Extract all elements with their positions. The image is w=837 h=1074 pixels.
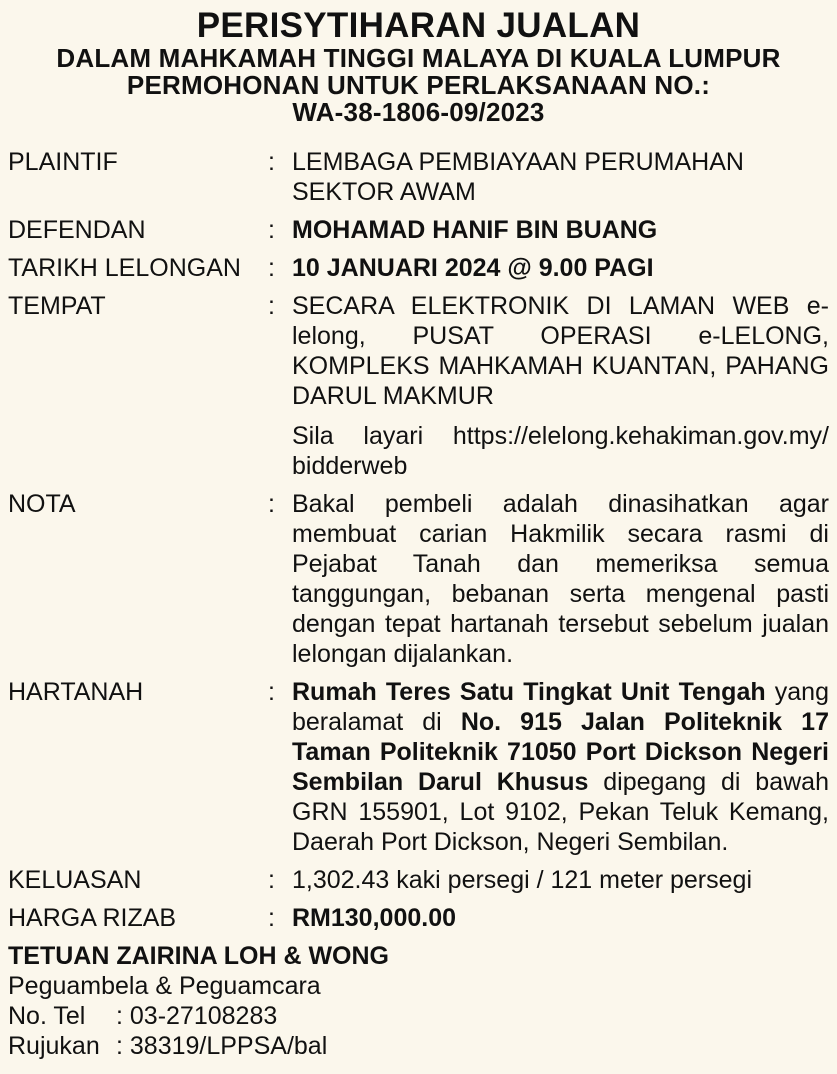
notice-header [8, 8, 829, 127]
keluasan-label: KELUASAN [8, 865, 142, 894]
row-hartanah [8, 677, 829, 857]
row-keluasan [8, 865, 829, 895]
row-defendan [8, 215, 829, 245]
tempat-value-block [292, 291, 829, 481]
colon: : [268, 215, 275, 244]
case-number: WA-38-1806-09/2023 [292, 97, 545, 128]
property-address: No. 915 Jalan Politeknik 17 Taman Politeknik 71050 Port Dickson Negeri Sembilan Darul Khusus [292, 707, 829, 796]
law-firm-block [8, 941, 829, 1061]
hartanah-value [292, 677, 829, 857]
harga-value: RM130,000.00 [292, 903, 457, 932]
tempat-value: SECARA ELEKTRONIK DI LAMAN WEB e-lelong, PUSAT OPERASI e-LELONG, KOMPLEKS MAHKAMAH KUANTAN, PAHANG DARUL MAKMUR [292, 291, 829, 410]
firm-name: TETUAN ZAIRINA LOH & WONG [8, 941, 389, 970]
colon: : [268, 903, 275, 932]
property-type: Rumah Teres Satu Tingkat Unit Tengah [292, 677, 766, 706]
colon: : [268, 677, 275, 706]
court-name: DALAM MAHKAMAH TINGGI MALAYA DI KUALA LUMPUR [56, 42, 781, 73]
colon: : [268, 489, 275, 518]
plaintif-value: LEMBAGA PEMBIAYAAN PERUMAHAN SEKTOR AWAM [292, 147, 744, 206]
reference-value: : 38319/LPPSA/bal [116, 1031, 328, 1060]
row-tarikh-lelongan [8, 253, 829, 283]
firm-reference [8, 1031, 829, 1061]
row-nota [8, 489, 829, 669]
colon: : [268, 253, 275, 282]
colon: : [268, 147, 275, 176]
defendan-value: MOHAMAD HANIF BIN BUANG [292, 215, 658, 244]
hartanah-label: HARTANAH [8, 677, 144, 706]
row-tempat [8, 291, 829, 481]
phone-label: No. Tel [8, 1001, 86, 1030]
defendan-label: DEFENDAN [8, 215, 146, 244]
notice-title: PERISYTIHARAN JUALAN [196, 6, 641, 45]
firm-phone [8, 1001, 829, 1031]
colon: : [268, 865, 275, 894]
tarikh-label: TARIKH LELONGAN [8, 253, 241, 282]
harga-label: HARGA RIZAB [8, 903, 177, 932]
nota-value: Bakal pembeli adalah dinasihatkan agar membuat carian Hakmilik secara rasmi di Pejabat Tanah dan memeriksa semua tanggungan, bebanan serta mengenal pasti dengan tepat hartanah tersebut sebelum jualan lelongan dijalankan. [292, 489, 829, 668]
tempat-label: TEMPAT [8, 291, 106, 320]
row-harga-rizab [8, 903, 829, 933]
phone-value: : 03-27108283 [116, 1001, 278, 1030]
colon: : [268, 291, 275, 320]
tempat-website-note: Sila layari https://elelong.kehakiman.gov.my/ bidderweb [292, 421, 829, 480]
row-plaintif [8, 147, 829, 207]
application-label: PERMOHONAN UNTUK PERLAKSANAAN NO.: [126, 70, 711, 101]
plaintif-label: PLAINTIF [8, 147, 118, 176]
firm-role: Peguambela & Peguamcara [8, 971, 321, 1000]
property-text-1: yang beralamat di [292, 677, 829, 736]
keluasan-value: 1,302.43 kaki persegi / 121 meter persegi [292, 865, 752, 894]
details-table [8, 147, 829, 933]
sale-proclamation [8, 8, 829, 1061]
reference-label: Rujukan [8, 1031, 100, 1060]
tarikh-value: 10 JANUARI 2024 @ 9.00 PAGI [292, 253, 654, 282]
property-title-details: dipegang di bawah GRN 155901, Lot 9102, Pekan Teluk Kemang, Daerah Port Dickson, Negeri Sembilan. [292, 767, 829, 856]
nota-label: NOTA [8, 489, 76, 518]
